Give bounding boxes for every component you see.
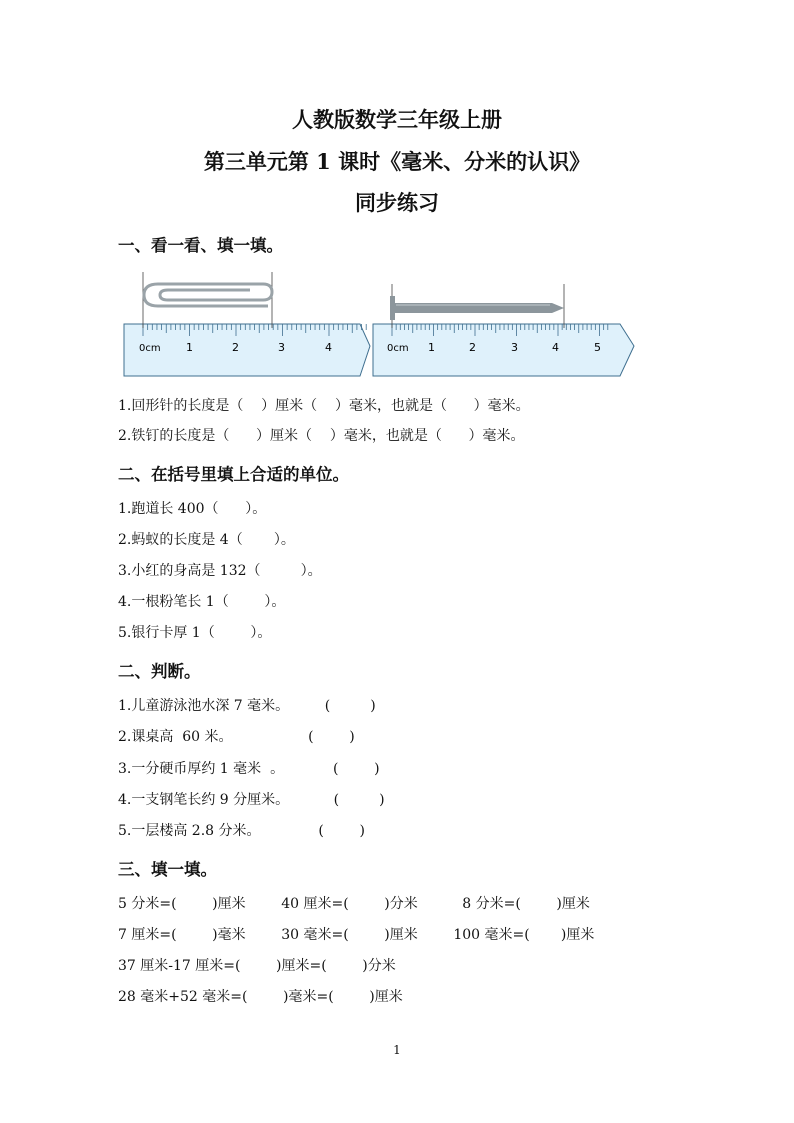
question-item: 3.一分硬币厚约 1 毫米 。 ( ) [118, 761, 380, 777]
question-item: 2.课桌高 60 米。 ( ) [118, 729, 355, 745]
ruler-right-label: 0cm [387, 343, 409, 354]
page-number: 1 [393, 1043, 401, 1057]
ruler-left-label: 0cm [139, 343, 161, 354]
question-item: 4.一根粉笔长 1（ ）。 [118, 594, 286, 610]
ruler-right-label: 3 [511, 341, 518, 354]
section4-heading: 三、填一填。 [118, 860, 217, 879]
section1-heading: 一、看一看、填一填。 [118, 236, 283, 255]
question-item: 28 毫米+52 毫米=( )毫米=( )厘米 [118, 989, 403, 1005]
nail-icon [390, 296, 564, 320]
question-item: 5.一层楼高 2.8 分米。 ( ) [118, 823, 365, 839]
doc-title: 人教版数学三年级上册 [292, 107, 502, 132]
section2-heading: 二、在括号里填上合适的单位。 [118, 465, 349, 484]
question-item: 1.回形针的长度是（ ）厘米（ ）毫米，也就是（ ）毫米。 [118, 398, 530, 414]
question-item: 1.儿童游泳池水深 7 毫米。 ( ) [118, 698, 376, 714]
question-item: 1.跑道长 400（ ）。 [118, 501, 267, 517]
lesson-title: 第三单元第 1 课时《毫米、分米的认识》 [203, 149, 591, 174]
ruler-left-label: 1 [186, 341, 193, 354]
ruler-right-label: 2 [469, 341, 476, 354]
ruler-left-label: 4 [325, 341, 332, 354]
right-ruler [373, 284, 634, 376]
exercise-title: 同步练习 [355, 190, 439, 215]
question-item: 5.银行卡厚 1（ ）。 [118, 625, 272, 641]
left-ruler [124, 272, 370, 376]
ruler-right-label: 4 [552, 341, 559, 354]
question-item: 2.铁钉的长度是（ ）厘米（ ）毫米，也就是（ ）毫米。 [118, 428, 525, 444]
question-item: 4.一支钢笔长约 9 分厘米。 ( ) [118, 792, 385, 808]
ruler-right-label: 5 [594, 341, 601, 354]
question-item: 2.蚂蚁的长度是 4（ ）。 [118, 532, 295, 548]
ruler-illustration [120, 268, 640, 380]
question-item: 7 厘米=( )毫米 30 毫米=( )厘米 100 毫米=( )厘米 [118, 927, 595, 943]
question-item: 3.小红的身高是 132（ ）。 [118, 563, 322, 579]
paper-clip-icon [144, 284, 272, 306]
ruler-left-label: 2 [232, 341, 239, 354]
question-item: 37 厘米-17 厘米=( )厘米=( )分米 [118, 958, 396, 974]
section3-heading: 二、判断。 [118, 662, 201, 681]
ruler-right-label: 1 [428, 341, 435, 354]
question-item: 5 分米=( )厘米 40 厘米=( )分米 8 分米=( )厘米 [118, 896, 590, 912]
ruler-left-label: 3 [278, 341, 285, 354]
